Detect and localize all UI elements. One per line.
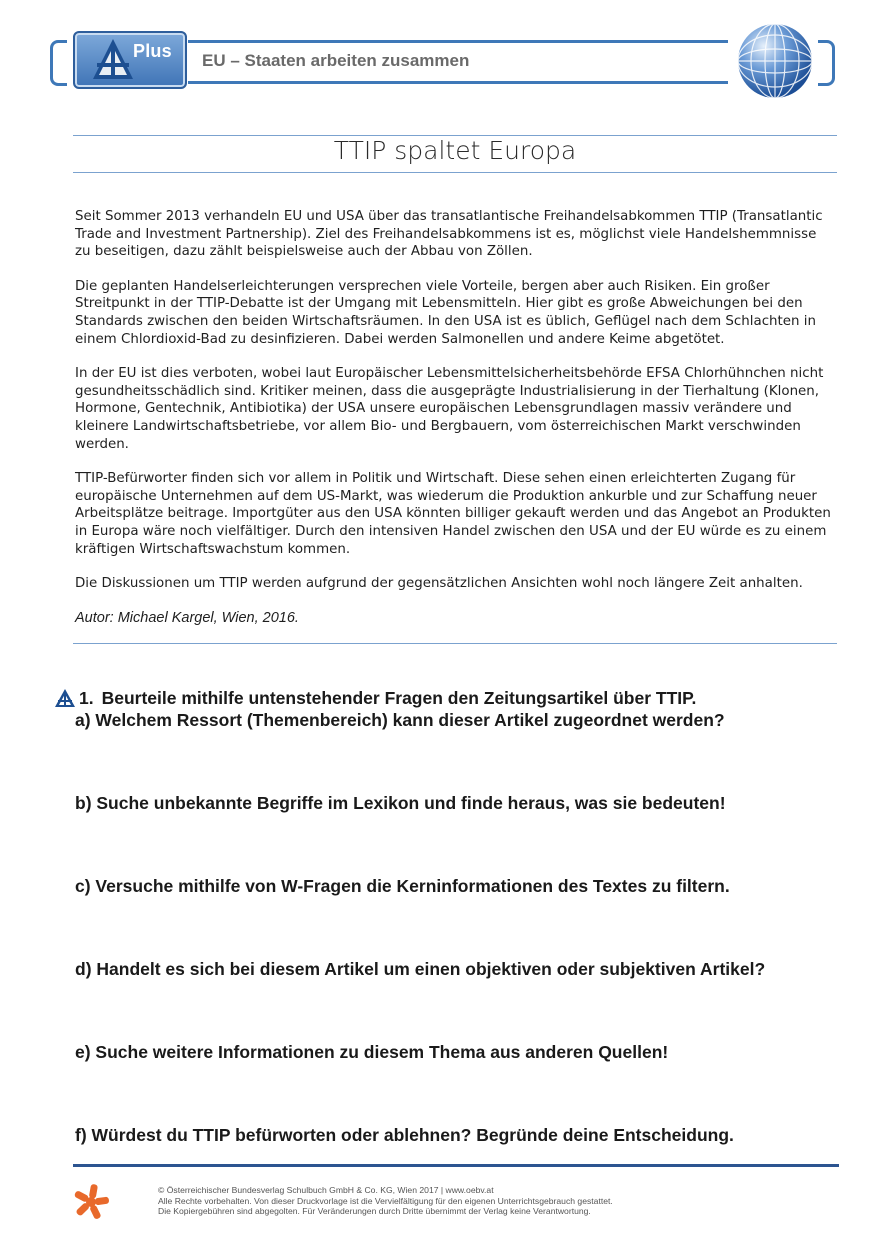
- page-header: [0, 0, 890, 110]
- article-title: TTIP spaltet Europa: [333, 136, 577, 165]
- publisher-logo-icon: [72, 1183, 110, 1221]
- article-author: Autor: Michael Kargel, Wien, 2016.: [75, 609, 299, 626]
- title-rule-bottom: [73, 172, 837, 173]
- article-paragraph-3: In der EU ist dies verboten, wobei laut Europäischer Lebensmittelsicherheitsbehörde EFSA Chlorhühnchen nicht gesundheitsschädlich sind. Kritiker meinen, dass die ausgeprägte Industrialisierung in der Tierhaltung (Klonen, Hormone, Gentechnik, Antibiotika) der USA unsere europäischen Lebensgrundlagen massiv verändere und kleinere Landwirtschaftsbetriebe, vor allem Bio- und Bergbauern, vom österreichischen Markt verschwinden werden.: [75, 366, 824, 452]
- question-b: b) Suche unbekannte Begriffe im Lexikon und finde heraus, was sie bedeuten!: [75, 793, 726, 813]
- footer-copyright: [158, 1185, 613, 1217]
- article-paragraph-2: Die geplanten Handelserleichterungen versprechen viele Vorteile, bergen aber auch Risiken. Ein großer Streitpunkt in der TTIP-Debatte ist der Umgang mit Lebensmitteln. Hier gibt es große Abweichungen bei den Standards zwischen den beiden Wirtschaftsräumen. In den USA ist es üblich, Geflügel nach dem Schlachten in einem Chlordioxid-Bad zu desinfizieren. Dabei werden Salmonellen und andere Keime abgetötet.: [75, 278, 816, 347]
- article-body: [75, 208, 835, 627]
- header-bracket-right: [818, 40, 835, 86]
- question-f: f) Würdest du TTIP befürworten oder ablehnen? Begründe deine Entscheidung.: [75, 1125, 734, 1145]
- question-c: c) Versuche mithilfe von W-Fragen die Kerninformationen des Textes zu filtern.: [75, 876, 730, 896]
- plus-logo: [73, 31, 187, 89]
- footer-line-2: Alle Rechte vorbehalten. Von dieser Druckvorlage ist die Vervielfältigung für den eigenen Unterrichtsgebrauch gestattet.: [158, 1195, 613, 1206]
- task-heading-text: Beurteile mithilfe untenstehender Fragen den Zeitungsartikel über TTIP.: [101, 688, 697, 708]
- task-number: 1.: [79, 688, 94, 708]
- question-a: a) Welchem Ressort (Themenbereich) kann dieser Artikel zugeordnet werden?: [75, 710, 725, 730]
- task-section: [55, 688, 845, 1145]
- article-paragraph-1: Seit Sommer 2013 verhandeln EU und USA über das transatlantische Freihandelsabkommen TTIP (Transatlantic Trade and Investment Partnership). Ziel des Freihandelsabkommens ist es, möglichst viele Handelshemmnisse zu beseitigen, dazu zählt beispielsweise auch der Abbau von Zöllen.: [75, 209, 823, 260]
- footer-line-3: Die Kopiergebühren sind abgegolten. Für Veränderungen durch Dritte übernimmt der Verlag keine Verantwortung.: [158, 1206, 591, 1216]
- globe-icon: [736, 22, 814, 100]
- footer-line-1: © Österreichischer Bundesverlag Schulbuch GmbH & Co. KG, Wien 2017 | www.oebv.at: [158, 1185, 494, 1195]
- question-d: d) Handelt es sich bei diesem Artikel um einen objektiven oder subjektiven Artikel?: [75, 959, 766, 979]
- header-title-bar: [188, 40, 728, 84]
- header-title: EU – Staaten arbeiten zusammen: [202, 51, 470, 70]
- header-bracket-left: [50, 40, 67, 86]
- article-paragraph-5: Die Diskussionen um TTIP werden aufgrund der gegensätzlichen Ansichten wohl noch längere Zeit anhalten.: [75, 576, 803, 592]
- logo-text: Plus: [133, 41, 172, 61]
- question-e: e) Suche weitere Informationen zu diesem Thema aus anderen Quellen!: [75, 1042, 669, 1062]
- footer-rule: [73, 1164, 839, 1167]
- plus-logo-icon: [93, 39, 133, 81]
- article-rule-bottom: [73, 643, 837, 644]
- article-paragraph-4: TTIP-Befürworter finden sich vor allem in Politik und Wirtschaft. Diese sehen einen erleichterten Zugang für europäische Unternehmen auf dem US-Markt, was wiederum die Produktion ankurble und zur Schaffung neuer Arbeitsplätze beitrage. Importgüter aus den USA könnten billiger gekauft werden und das Angebot an Produkten in Europa wäre noch vielfältiger. Durch den intensiven Handel zwischen den USA und der EU würde es zu einem kräftigen Wirtschaftswachstum kommen.: [75, 471, 831, 557]
- task-triangle-icon: [55, 689, 75, 707]
- task-heading: [55, 688, 845, 709]
